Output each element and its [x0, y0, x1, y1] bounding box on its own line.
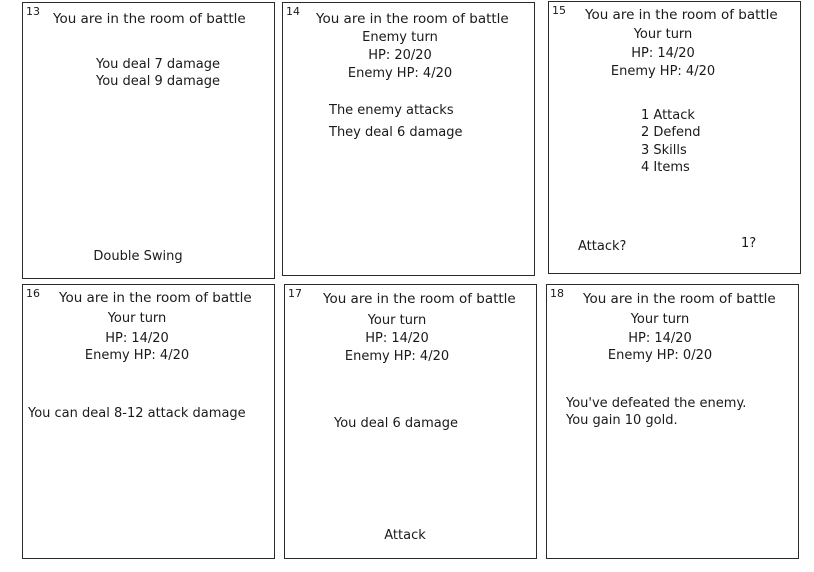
panel-title: You are in the room of battle — [59, 290, 252, 306]
turn-indicator: Your turn — [633, 27, 693, 42]
enemy-hp: Enemy HP: 4/20 — [610, 64, 716, 79]
panel-number: 15 — [552, 4, 566, 17]
action-line: You deal 7 damage — [95, 57, 221, 72]
panel-number: 17 — [288, 287, 302, 300]
turn-indicator: Your turn — [367, 313, 427, 328]
enemy-hp: Enemy HP: 4/20 — [344, 349, 450, 364]
panel-13 — [22, 2, 275, 279]
result-line: You've defeated the enemy. — [566, 396, 747, 411]
panel-17 — [284, 284, 537, 559]
action-line: They deal 6 damage — [329, 125, 463, 140]
info-line: You can deal 8-12 attack damage — [28, 406, 246, 421]
turn-indicator: Your turn — [107, 311, 167, 326]
player-hp: HP: 14/20 — [631, 46, 695, 61]
panel-title: You are in the room of battle — [53, 11, 246, 27]
player-hp: HP: 20/20 — [368, 48, 432, 63]
action-line: The enemy attacks — [329, 103, 454, 118]
action-line: You deal 6 damage — [334, 416, 459, 431]
panel-number: 13 — [26, 5, 40, 18]
result-line: You gain 10 gold. — [566, 413, 678, 428]
menu-option-defend: 2 Defend — [641, 125, 701, 140]
enemy-hp: Enemy HP: 0/20 — [607, 348, 713, 363]
menu-option-items: 4 Items — [641, 160, 690, 175]
panel-15 — [548, 1, 801, 274]
panel-number: 14 — [286, 5, 300, 18]
panel-title: You are in the room of battle — [583, 291, 776, 307]
turn-indicator: Enemy turn — [362, 30, 438, 45]
enemy-hp: Enemy HP: 4/20 — [84, 348, 190, 363]
panel-14 — [282, 2, 535, 276]
player-input: 1? — [741, 236, 757, 251]
player-input: Attack — [384, 528, 426, 543]
attack-prompt: Attack? — [578, 239, 627, 254]
player-hp: HP: 14/20 — [365, 331, 429, 346]
panel-18 — [546, 284, 799, 559]
panel-number: 16 — [26, 287, 40, 300]
panel-number: 18 — [550, 287, 564, 300]
panel-title: You are in the room of battle — [316, 11, 509, 27]
panel-title: You are in the room of battle — [323, 291, 516, 307]
player-hp: HP: 14/20 — [105, 331, 169, 346]
panel-16 — [22, 284, 275, 559]
player-input: Double Swing — [93, 249, 183, 264]
panel-title: You are in the room of battle — [585, 7, 778, 23]
menu-option-attack: 1 Attack — [641, 108, 695, 123]
menu-option-skills: 3 Skills — [641, 143, 687, 158]
enemy-hp: Enemy HP: 4/20 — [347, 66, 453, 81]
turn-indicator: Your turn — [630, 312, 690, 327]
player-hp: HP: 14/20 — [628, 331, 692, 346]
action-line: You deal 9 damage — [95, 74, 221, 89]
